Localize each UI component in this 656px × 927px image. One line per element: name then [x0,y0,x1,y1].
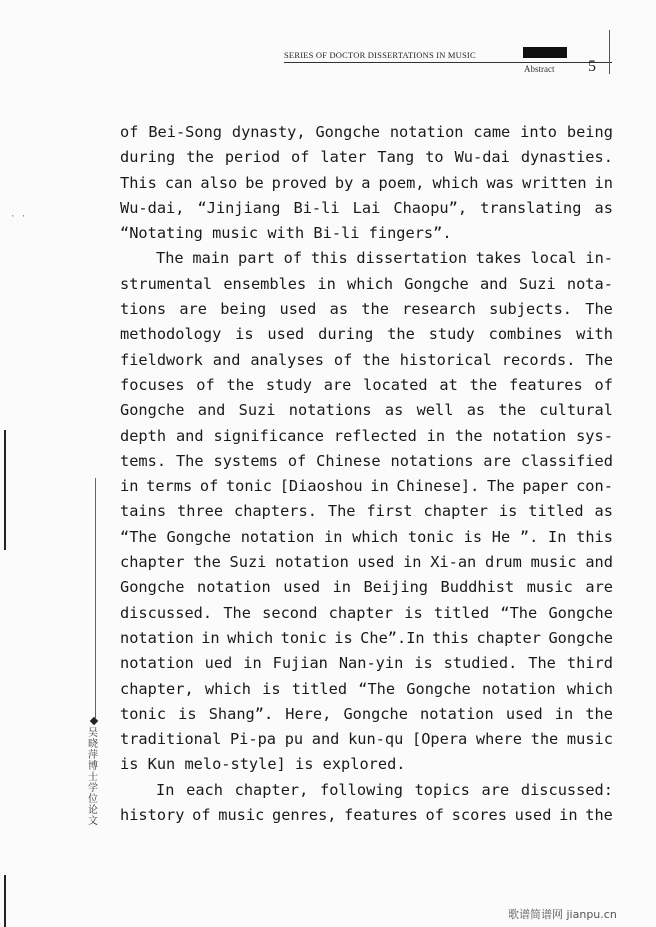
word: discussed: [520,780,613,799]
word: the [498,401,527,420]
word: are [481,780,510,799]
word: Gongche [120,401,185,420]
word: notation [120,628,194,647]
word: notation [481,679,556,698]
word: titled [528,502,584,521]
word: Gongche [548,603,613,622]
word: of [287,451,307,470]
word: Suzi [238,401,276,420]
word: The [156,249,184,268]
word: traditional [120,730,222,749]
word: systems [213,451,278,470]
word: is [178,704,197,723]
word: Bei-Song [148,123,222,141]
text-line [120,550,613,575]
text-line [120,246,613,271]
word: first [366,502,413,521]
word: analyses [250,350,324,369]
word: well [416,401,454,420]
word: in [317,274,336,293]
word: which [432,173,479,192]
header-vertical-rule [609,30,610,74]
text-line [120,424,613,449]
word: in [324,527,343,546]
word: of [283,249,303,268]
word: The [327,502,356,521]
word: translating [480,198,582,217]
word: ued [204,654,233,673]
text-line [120,702,613,727]
word: notation [420,704,494,723]
word: Wu-dai [454,148,510,167]
word: this [432,628,469,647]
side-rule [95,478,96,718]
word: of [199,477,219,496]
scan-edge-mark [4,430,6,550]
word: chapters. [234,502,317,521]
word: of [594,375,613,394]
word: The [585,300,613,319]
word: “Jinjiang [197,198,281,217]
text-line [120,322,613,347]
word: Gongche [404,274,469,293]
word: came [473,123,511,141]
word: topics [414,780,470,799]
word: fieldwork [120,350,203,369]
word: pu [284,730,304,749]
word: Buddhist [440,578,515,597]
word: Chinese]. [396,477,480,496]
word: Bi-li [293,198,340,217]
word: in [370,477,389,496]
word: chapter [328,603,394,622]
word: features [509,375,583,394]
word: tonic [120,704,167,723]
word: dissertation [356,249,467,268]
text-line [120,499,613,524]
word: Xi-an [430,553,477,572]
word: as [384,401,404,420]
word: which [352,527,399,546]
word: each [186,780,223,799]
word: and [212,350,241,369]
word: notations [288,401,372,420]
word: three [177,502,224,521]
text-line [120,803,613,828]
word: are [179,300,207,319]
word: In [548,527,567,546]
text-line [120,348,613,373]
word: notation [492,426,567,445]
word: with [576,325,613,344]
word: in [201,628,220,647]
word: can [164,173,193,192]
word: tonic [407,527,454,546]
word: notation [120,654,194,673]
word: [Opera [411,730,468,749]
word: part [238,249,275,268]
word: is [262,679,281,698]
word: used [267,325,305,344]
word: music [218,806,265,825]
word: drum [485,553,522,572]
word: in [426,426,446,445]
word: The [175,451,204,470]
word: and [479,274,508,293]
word: is [404,603,423,622]
word: Suzi [518,274,556,293]
word: the [186,148,214,167]
scan-edge-mark [4,875,6,927]
word: Gongche [548,628,613,647]
word: nota- [566,274,613,293]
word: music [530,553,577,572]
word: tems. [120,451,167,470]
word: of [425,806,444,825]
word: cultural [539,401,613,420]
word: dynasty, [231,123,306,141]
word: to [425,148,444,167]
word: Gongche [406,679,471,698]
text-line [120,145,613,170]
word: written [522,173,587,192]
word: focuses [120,375,185,394]
word: notation [240,527,315,546]
word: local [530,249,577,268]
word: Chaopu”, [393,198,468,217]
word: by [334,173,354,192]
word: chapter [476,628,541,647]
word: poem, [378,173,425,192]
header-rule [284,62,612,63]
word: used [514,806,552,825]
word: discussed. [120,603,213,622]
word: music [566,730,613,749]
word: the [387,325,415,344]
word: “The [500,603,538,622]
word: The [528,654,556,673]
word: takes [475,249,522,268]
word: this [576,527,613,546]
word: classified [520,451,613,470]
word: is [498,502,518,521]
word: as [329,300,349,319]
word: scores [451,806,507,825]
word: Gongche [343,704,408,723]
word: are [585,578,613,597]
word: this [310,249,348,268]
word: tonic [225,477,273,496]
word: paper [522,477,569,496]
text-line [120,651,613,676]
text-line [120,449,613,474]
word: used [279,300,317,319]
word: Che”.In [360,628,425,647]
word: research [402,300,476,319]
word: He [491,527,511,546]
word: study [265,375,312,394]
text-line [120,601,613,626]
word: a [361,173,371,192]
word: Tang [377,148,415,167]
word: the [585,704,613,723]
word: the [585,806,613,825]
word: notation [389,123,464,141]
diamond-icon [90,717,98,725]
word: The [486,477,515,496]
series-title: SERIES OF DOCTOR DISSERTATIONS IN MUSIC [284,50,476,60]
word: [Diaoshou [279,477,363,496]
word: chapter [120,553,185,572]
word: of [333,350,353,369]
text-line [120,272,613,297]
scan-dots: · · [10,212,27,222]
word: used [357,553,395,572]
word: proved [271,173,327,192]
word: notation [275,553,349,572]
word: ensembles [223,274,307,293]
word: and [197,401,226,420]
word: located [363,375,428,394]
word: Suzi [229,553,267,572]
word: of [192,806,211,825]
word: as [466,401,486,420]
word: used [283,578,321,597]
word: depth [120,426,167,445]
word: music [526,578,573,597]
text-line [120,474,613,499]
word: and [311,730,340,749]
word: in [332,578,352,597]
page-number: 5 [588,58,596,75]
word: combines [488,325,563,344]
word: Lai [352,198,381,217]
word: second [262,603,318,622]
word: Pi-pa [229,730,277,749]
word: period [224,148,281,167]
text-line [120,171,613,196]
word: “The [120,527,157,546]
text-line [120,297,613,322]
word: notation [197,578,271,597]
word: the [362,350,390,369]
word: where [475,730,522,749]
word: which [566,679,613,698]
word: Chinese [316,451,381,470]
word: sys- [576,426,613,445]
word: Gongche [315,123,380,141]
word: subjects. [489,300,572,319]
watermark: 歌谱简谱网 jianpu.cn [508,908,617,921]
word: at [439,375,458,394]
word: are [483,451,511,470]
word: Fujian [272,654,328,673]
word: of [196,375,215,394]
text-line [120,398,613,423]
word: being [220,300,267,319]
word: kun-qu [348,730,404,749]
word: Nan-yin [338,654,404,673]
word: of [120,123,139,141]
word: is [334,628,353,647]
word: tions [120,300,167,319]
text-line [120,575,613,600]
word: during [120,148,176,167]
word: significance [213,426,324,445]
word: titled [291,679,348,698]
word: con- [576,477,613,496]
word: is [235,325,254,344]
word: following [320,780,403,799]
header-black-block [523,47,567,58]
word: in [554,704,574,723]
word: strumental [120,274,213,293]
word: the [361,300,389,319]
word: in- [585,249,613,268]
text-line [120,626,613,651]
text-line [120,525,613,550]
word: main [192,249,230,268]
word: Shang”. [208,704,274,723]
side-author-label: 吴晓萍博士学位论文 [88,728,98,827]
word: during [318,325,374,344]
word: of [291,148,310,167]
word: tonic [280,628,327,647]
text-line [120,778,613,803]
word: Beijing [363,578,429,597]
word: also [200,173,238,192]
word: terms [146,477,193,496]
word: historical [399,350,492,369]
section-label: Abstract [524,64,555,74]
word: in [403,553,422,572]
word: features [344,806,418,825]
word: In [156,780,175,799]
word: Here, [285,704,332,723]
word: and [585,553,613,572]
word: the [530,730,559,749]
word: in [594,173,613,192]
word: Gongche [120,578,185,597]
word: the [454,426,483,445]
word: be [245,173,264,192]
word: the [469,375,498,394]
word: dynasties. [520,148,613,167]
word: used [505,704,543,723]
word: which [347,274,394,293]
word: The [223,603,251,622]
word: as [594,198,613,217]
text-line: is Kun melo-style] is explored. [120,755,406,774]
word: is [463,527,483,546]
word: the [226,375,255,394]
word: tains [120,502,167,521]
word: are [323,375,352,394]
abstract-body [120,120,613,828]
word: which [204,679,251,698]
word: being [566,123,613,141]
word: in [559,806,578,825]
word: notations [390,451,474,470]
word: chapter, [120,679,194,698]
word: This [120,173,157,192]
word: in [243,654,262,673]
word: Gongche [166,527,231,546]
word: is [414,654,433,673]
word: into [520,123,557,141]
word: as [594,502,613,521]
word: Wu-dai, [120,198,185,217]
word: genres, [272,806,337,825]
text-line [120,196,613,221]
word: which [227,628,274,647]
word: was [486,173,515,192]
text-line [120,727,613,752]
word: the [193,553,221,572]
word: methodology [120,325,222,344]
word: chapter, [234,780,309,799]
word: and [175,426,204,445]
word: reflected [333,426,417,445]
word: ”. [519,527,539,546]
text-line: “Notating music with Bi-li fingers”. [120,224,452,243]
word: records. [501,350,576,369]
word: studied. [443,654,518,673]
word: “The [358,679,396,698]
word: in [120,477,139,496]
text-line [120,373,613,398]
word: titled [433,603,490,622]
word: third [566,654,613,673]
word: The [585,350,613,369]
word: later [320,148,367,167]
word: chapter [423,502,488,521]
word: history [120,806,185,825]
word: study [428,325,475,344]
text-line [120,677,613,702]
text-line [120,120,613,145]
